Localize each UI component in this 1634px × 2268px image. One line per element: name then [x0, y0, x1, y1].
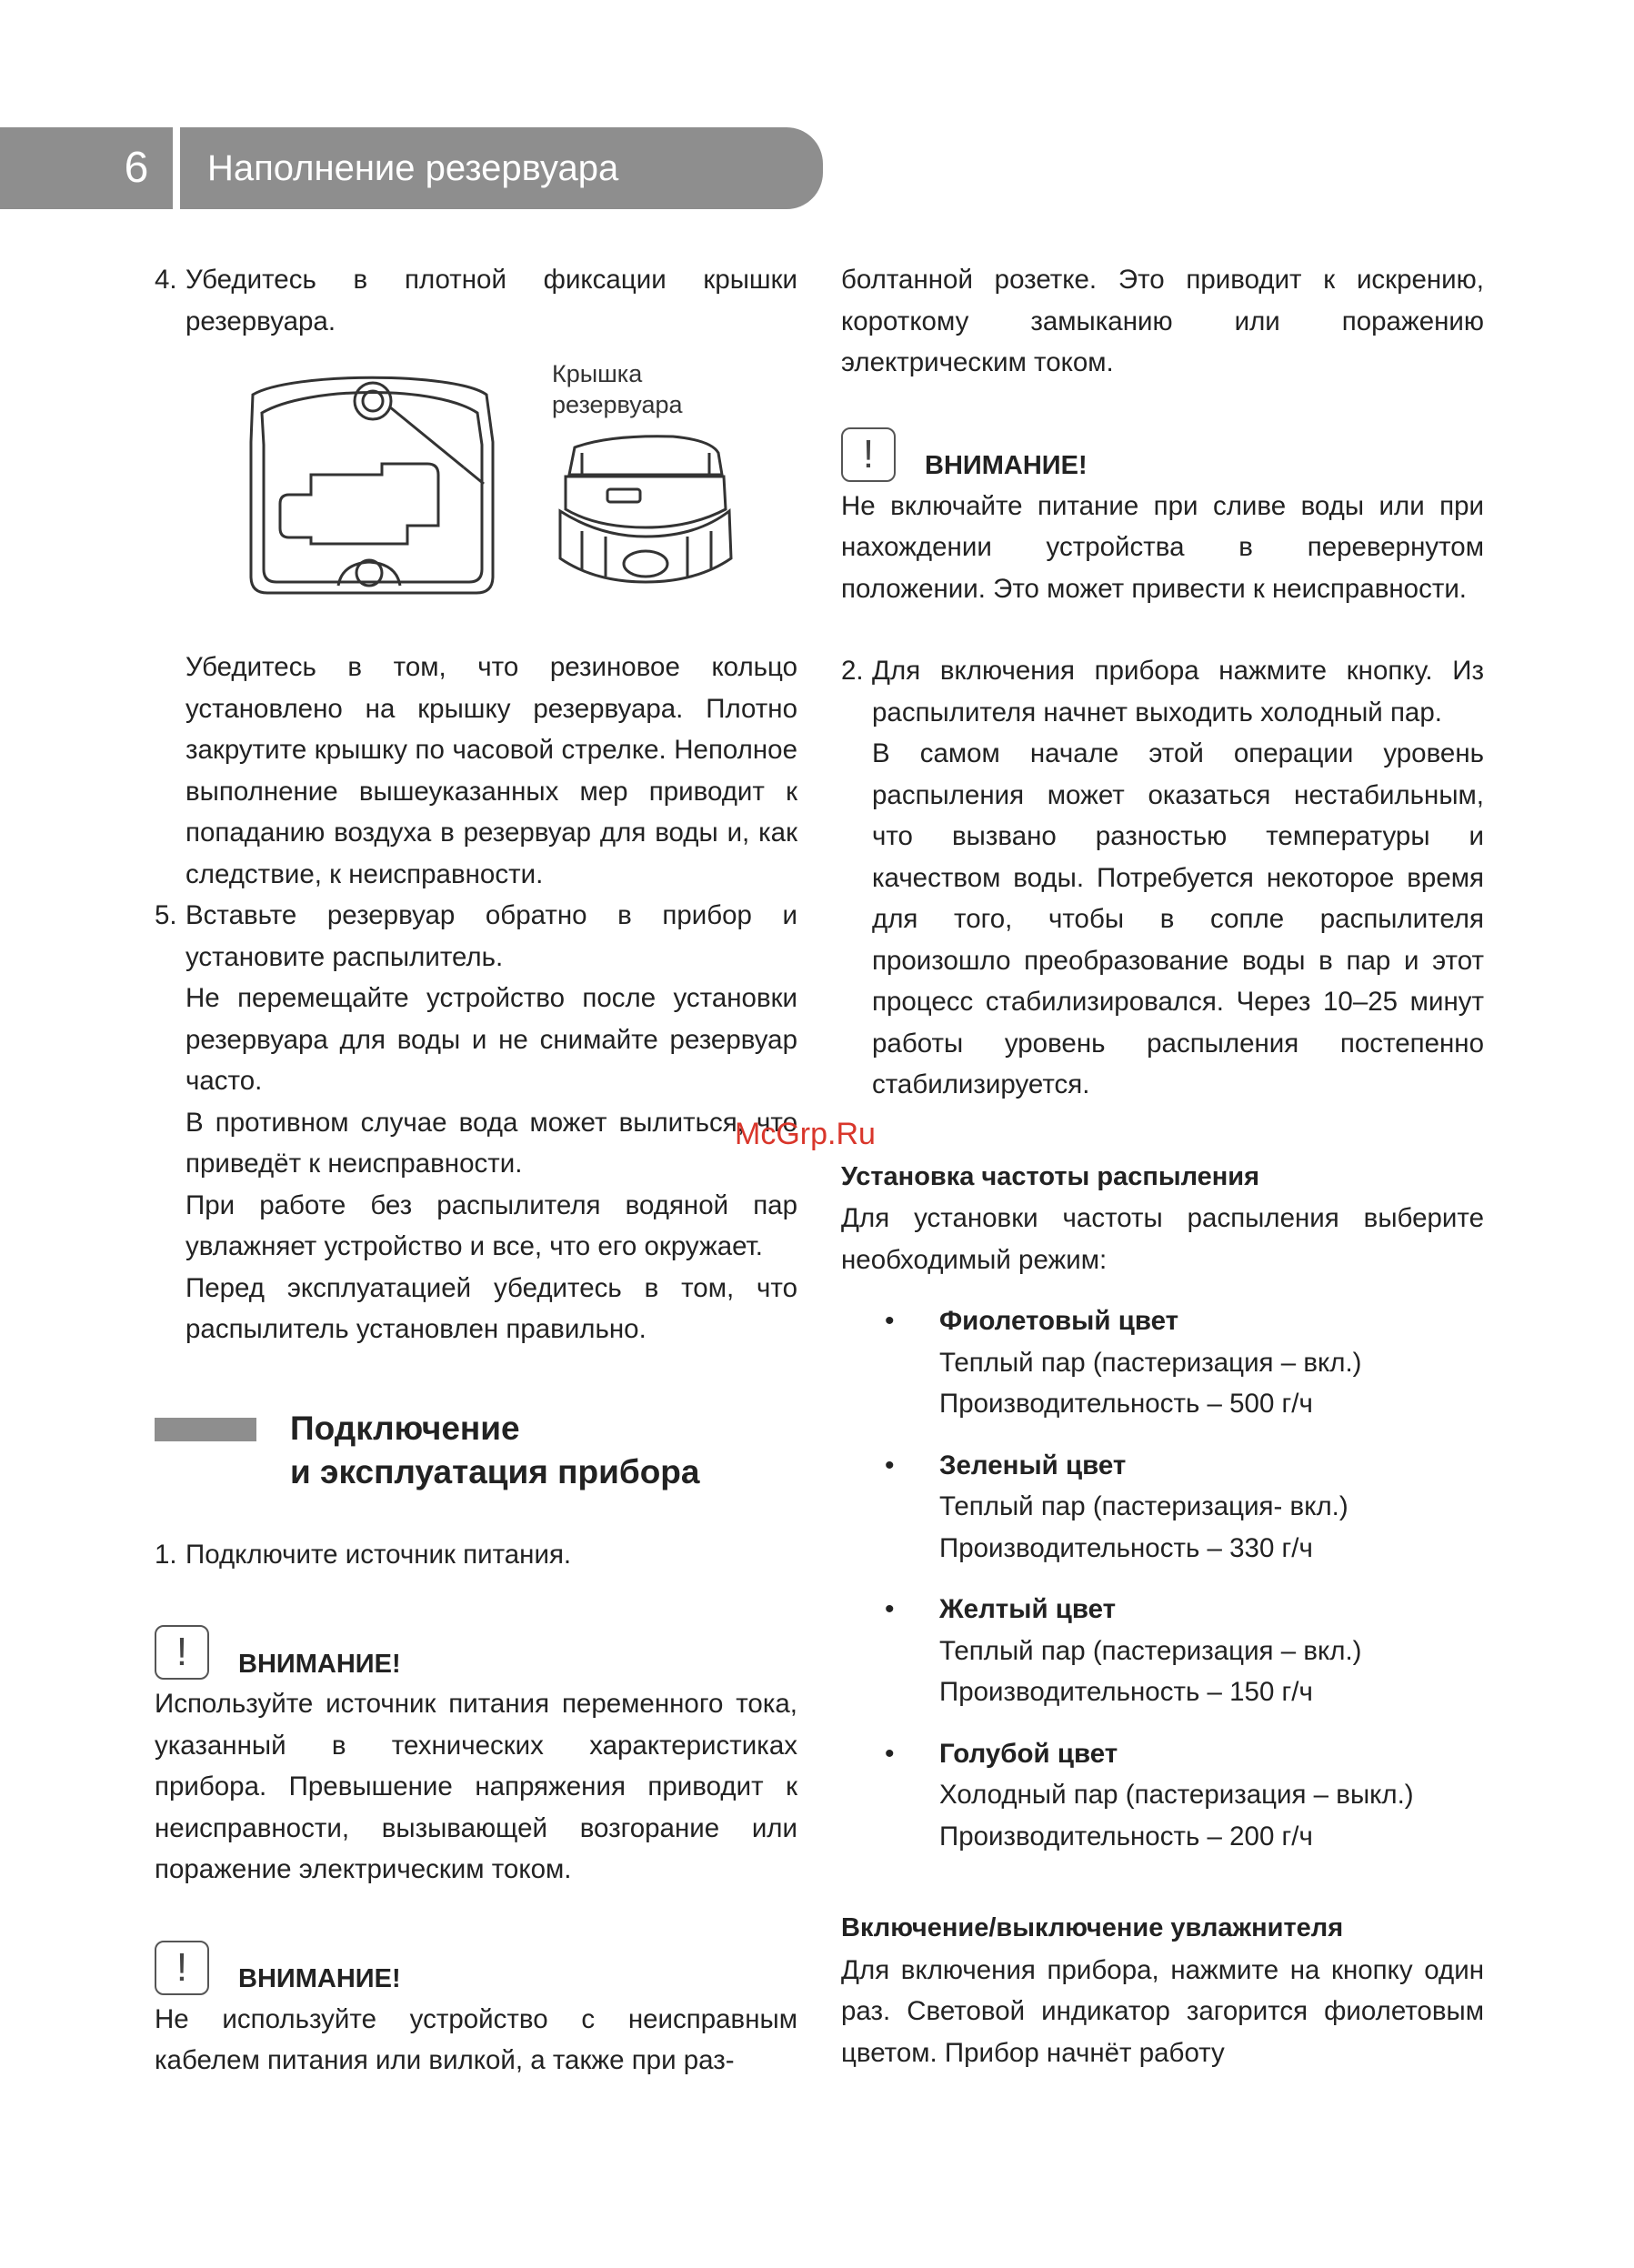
- tank-cap-figure: [155, 358, 797, 636]
- frequency-text: Для установки частоты распыления выберите необходимый режим:: [841, 1203, 1484, 1275]
- continued-text: болтанной розетке. Это приводит к искрению, короткому замыканию или поражению электрическим током.: [841, 265, 1484, 377]
- step-4: [155, 259, 797, 342]
- page-number: 6: [124, 144, 149, 192]
- mode-name: Зеленый цвет: [939, 1450, 1127, 1480]
- mode-item: [841, 1445, 1484, 1570]
- mode-description: Теплый пар (пастеризация – вкл.): [939, 1635, 1362, 1666]
- step-5-paragraph-1: Не перемещайте устройство после установки резервуара для воды и не снимайте резервуар часто.: [185, 983, 797, 1096]
- bullet-icon: •: [885, 1738, 895, 1769]
- bullet-icon: •: [885, 1450, 895, 1480]
- step-2: [841, 650, 1484, 1106]
- step-number: 5.: [155, 900, 177, 930]
- warning-icon: !: [155, 1625, 209, 1680]
- figure-label: Крышка резервуара: [552, 360, 683, 418]
- tank-cap-illustration: [155, 358, 797, 636]
- onoff-heading: Включение/выключение увлажнителя: [841, 1913, 1344, 1942]
- mode-description: Холодный пар (пастеризация – выкл.): [939, 1780, 1414, 1810]
- section-title-line-2: и эксплуатация прибора: [290, 1452, 700, 1490]
- section-marker: [155, 1418, 256, 1441]
- step-text: Для включения прибора нажмите кнопку. Из распылителя начнет выходить холодный пар.: [872, 656, 1484, 728]
- mode-description: Теплый пар (пастеризация – вкл.): [939, 1347, 1362, 1378]
- onoff-text: Для включения прибора, нажмите на кнопку один раз. Световой индикатор загорится фиолетовым цветом. Прибор начнёт работу: [841, 1954, 1484, 2068]
- step-1: [155, 1534, 797, 1576]
- section-heading: [155, 1407, 797, 1494]
- mode-name: Голубой цвет: [939, 1738, 1118, 1769]
- mode-item: [841, 1300, 1484, 1425]
- mode-name: Фиолетовый цвет: [939, 1306, 1179, 1336]
- warning-1-text: Используйте источник питания переменного тока, указанный в технических характеристиках прибора. Превышение напряжения приводит к неисправности, вызывающей возгорание или поражение электрическим током.: [155, 1689, 797, 1884]
- section-title-line-1: Подключение: [290, 1409, 520, 1447]
- mode-output: Производительность – 330 г/ч: [939, 1532, 1313, 1563]
- step-4-note: Убедитесь в том, что резиновое кольцо установлено на крышку резервуара. Плотно закрутите крышку по часовой стрелке. Неполное выполнение вышеуказанных мер приводит к попаданию воздуха в резервуар для воды и, как следствие, к неисправности.: [185, 652, 797, 889]
- mode-item: [841, 1589, 1484, 1713]
- warning-icon: !: [841, 427, 896, 482]
- bullet-icon: •: [885, 1594, 895, 1624]
- warning-3-text: Не включайте питание при сливе воды или при нахождении устройства в перевернутом положении. Это может привести к неисправности.: [841, 490, 1484, 604]
- watermark: McGrp.Ru: [735, 1117, 876, 1151]
- mode-output: Производительность – 150 г/ч: [939, 1677, 1313, 1707]
- warning-title: ВНИМАНИЕ!: [925, 451, 1088, 480]
- mode-output: Производительность – 200 г/ч: [939, 1821, 1313, 1852]
- step-5-paragraph-2: В противном случае вода может вылиться, что приведёт к неисправности.: [185, 1107, 797, 1179]
- bullet-icon: •: [885, 1306, 895, 1336]
- warning-2-heading: [155, 1941, 797, 1995]
- step-text: Вставьте резервуар обратно в прибор и установите распылитель.: [185, 900, 797, 972]
- mode-output: Производительность – 500 г/ч: [939, 1389, 1313, 1419]
- step-text: Подключите источник питания.: [185, 1539, 572, 1570]
- left-column: [155, 259, 797, 2082]
- step-number: 2.: [841, 656, 864, 686]
- right-column: [841, 259, 1484, 2073]
- page-title: Наполнение резервуара: [207, 148, 619, 188]
- mode-description: Теплый пар (пастеризация- вкл.): [939, 1491, 1348, 1521]
- warning-3-heading: [841, 427, 1484, 482]
- step-2-note: В самом начале этой операции уровень распыления может оказаться нестабильным, что вызвано разностью температуры и качеством воды. Потребуется некоторое время для того, чтобы в сопле распылителя произошло преобразование воды в пар и этот процесс стабилизировался. Через 10–25 минут работы уровень распыления постепенно стабилизируется.: [872, 738, 1484, 1099]
- warning-icon: !: [155, 1941, 209, 1995]
- mode-name: Желтый цвет: [939, 1594, 1117, 1624]
- step-5: [155, 895, 797, 1350]
- header-divider: [173, 127, 180, 209]
- step-number: 4.: [155, 265, 177, 295]
- warning-1-heading: [155, 1625, 797, 1680]
- step-number: 1.: [155, 1539, 177, 1570]
- step-5-paragraph-4: Перед эксплуатацией убедитесь в том, что распылитель установлен правильно.: [185, 1272, 797, 1344]
- frequency-heading: Установка частоты распыления: [841, 1161, 1260, 1191]
- warning-title: ВНИМАНИЕ!: [238, 1649, 401, 1679]
- step-text: Убедитесь в плотной фиксации крышки резервуара.: [185, 265, 797, 336]
- warning-title: ВНИМАНИЕ!: [238, 1964, 401, 1993]
- warning-2-text: Не используйте устройство с неисправным кабелем питания или вилкой, а также при раз-: [155, 2003, 797, 2075]
- mode-item: [841, 1733, 1484, 1858]
- step-5-paragraph-3: При работе без распылителя водяной пар увлажняет устройство и все, что его окружает.: [185, 1189, 797, 1261]
